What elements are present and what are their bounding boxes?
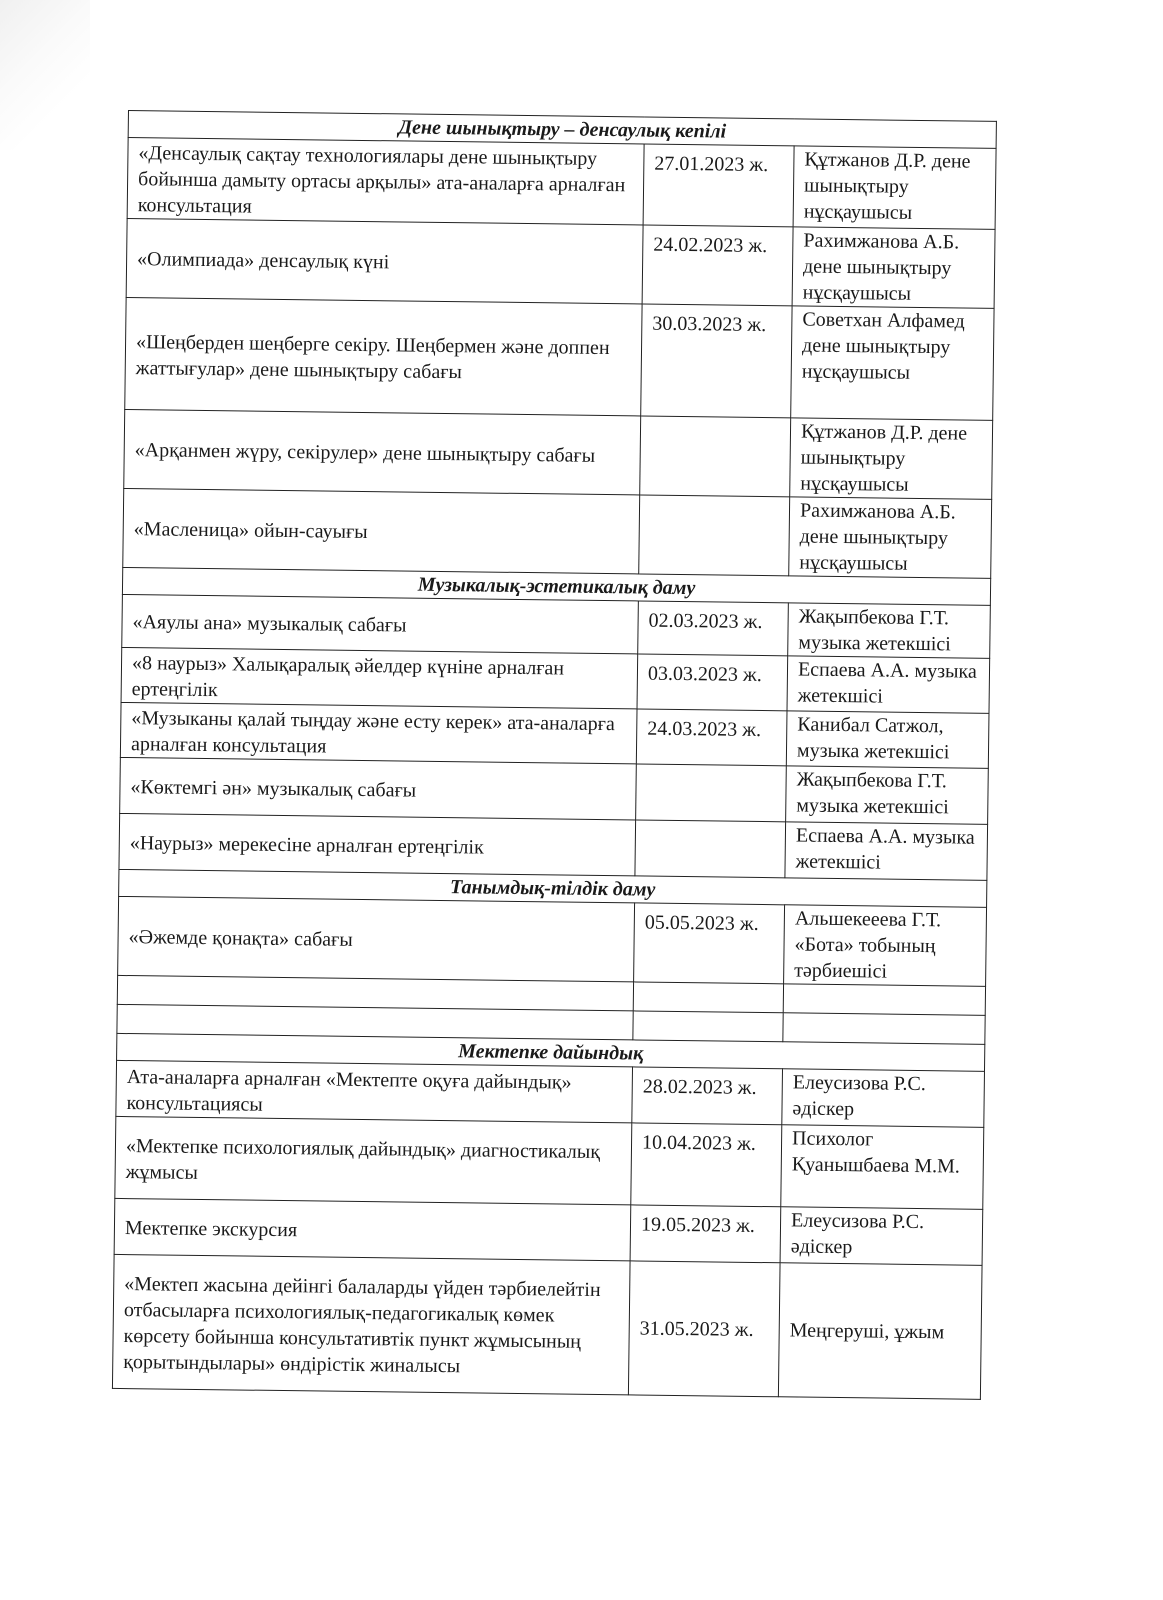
date-cell: 24.03.2023 ж. [636,709,787,766]
responsible-cell: Жақыпбекова Г.Т. музыка жетекшісі [788,603,991,659]
table-row [126,218,995,308]
date-cell [639,495,790,576]
document-page [112,110,996,1400]
responsible-cell: Рахимжанова А.Б. дене шынықтыру нұсқаушысы [792,227,995,309]
responsible-cell: Құтжанов Д.Р. дене шынықтыру нұсқаушысы [790,418,993,500]
date-cell: 31.05.2023 ж. [628,1261,780,1397]
event-cell: «Наурыз» мерекесіне арналған ертеңгілік [119,813,636,875]
responsible-cell: Елеусизова Р.С. әдіскер [782,1069,985,1128]
responsible-cell: Советхан Алфамед дене шынықтыру нұсқаушысы [791,306,994,421]
table-row [127,138,996,230]
responsible-cell: Жақыпбекова Г.Т. музыка жетекшісі [786,766,989,825]
date-cell: 28.02.2023 ж. [632,1067,783,1125]
responsible-cell: Еспаева А.А. музыка жетекшісі [785,822,988,881]
responsible-cell: Меңгеруші, ұжым [778,1263,982,1400]
event-cell: Мектепке экскурсия [114,1198,631,1260]
table-row [118,896,987,986]
event-cell: «Көктемгі ән» музыкалық сабағы [120,757,637,819]
responsible-cell: Психолог Қуанышбаева М.М. [781,1125,984,1210]
table-row [120,702,989,768]
event-cell: «Аяулы ана» музыкалық сабағы [122,594,639,653]
section-title: Мектепке дайындық [117,1033,985,1071]
events-table [112,110,997,1400]
date-cell: 27.01.2023 ж. [643,144,794,227]
date-cell [635,820,786,878]
date-cell [640,416,791,497]
responsible-cell: Елеусизова Р.С. әдіскер [780,1207,983,1266]
date-cell: 24.02.2023 ж. [642,225,793,306]
section-title: Танымдық-тілдік даму [119,869,987,907]
date-cell: 03.03.2023 ж. [637,654,788,711]
date-cell: 02.03.2023 ж. [638,601,789,656]
event-cell: Ата-аналарға арналған «Мектепте оқуға дайындық» консультациясы [116,1060,633,1122]
table-row [125,297,994,420]
event-cell: «Мектеп жасына дейінгі балаларды үйден тәрбиелейтін отбасыларға психологиялық-педагогикалық көмек көрсету бойынша консультативтік пункт жұмысының қорытындылары» өндірістік жиналысы [112,1254,630,1394]
table-row [115,1116,984,1209]
event-cell: «Шеңберден шеңберге секіру. Шеңбермен және доппен жаттығулар» дене шынықтыру сабағы [125,297,642,415]
date-cell: 10.04.2023 ж. [631,1123,782,1207]
table-row [123,488,992,578]
event-cell: «Музыканы қалай тыңдау және есту керек» ата-аналарға арналған консультация [120,702,637,763]
responsible-cell: Құтжанов Д.Р. дене шынықтыру нұсқаушысы [793,146,996,230]
date-cell [633,982,783,1013]
table-row [112,1254,982,1399]
responsible-cell [783,1013,985,1045]
date-cell: 19.05.2023 ж. [630,1205,781,1263]
date-cell [633,1011,783,1042]
responsible-cell: Рахимжанова А.Б. дене шынықтыру нұсқаушысы [789,497,992,579]
event-cell: «8 наурыз» Халықаралық әйелдер күніне арналған ертеңгілік [121,647,638,708]
event-cell: «Олимпиада» денсаулық күні [126,218,643,303]
date-cell: 05.05.2023 ж. [634,903,785,984]
responsible-cell: Альшекееева Г.Т. «Бота» тобының тәрбиешісі [784,905,987,987]
event-cell: «Әжемде қонақта» сабағы [118,896,635,981]
date-cell [636,764,787,822]
date-cell: 30.03.2023 ж. [641,304,792,418]
responsible-cell: Еспаева А.А. музыка жетекшісі [787,656,990,714]
event-cell: «Денсаулық сақтау технологиялары дене шынықтыру бойынша дамыту ортасы арқылы» ата-аналарға арналған консультация [127,138,644,225]
table-row [124,409,993,499]
event-cell: «Арқанмен жүру, секірулер» дене шынықтыру сабағы [124,409,641,494]
event-cell: «Мектепке психологиялық дайындық» диагностикалық жұмысы [115,1116,632,1204]
event-cell: «Масленица» ойын-сауығы [123,488,640,573]
responsible-cell [783,984,985,1016]
section-title: Музыкалық-эстетикалық даму [122,567,990,605]
scan-corner-shadow [0,0,90,150]
responsible-cell: Канибал Сатжол, музыка жетекшісі [786,711,989,769]
section-title: Дене шынықтыру – денсаулық кепілі [128,111,996,149]
